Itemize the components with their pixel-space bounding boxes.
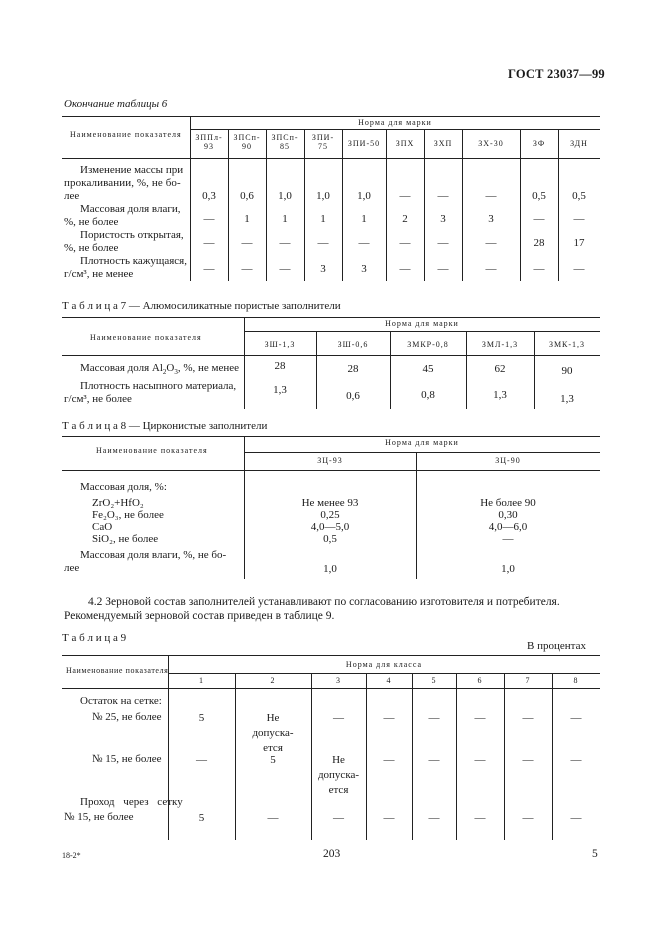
- table6-col-zpi50: ЗПИ-50: [347, 139, 381, 148]
- table6-cell: —: [437, 237, 449, 249]
- table8-comp-cao: CaO: [92, 521, 113, 533]
- table7-r2-c3: 0,8: [421, 389, 435, 401]
- table9-cell: —: [333, 712, 344, 724]
- footer-right: 5: [592, 848, 598, 860]
- table9-param-header: Наименование показателя: [66, 666, 169, 675]
- table9-cell: Не допуска- ется: [317, 754, 360, 796]
- table7-r2-c4: 1,3: [493, 389, 507, 401]
- table7-col-2: ЗШ-0,6: [337, 340, 369, 349]
- table9-cell: —: [474, 812, 486, 824]
- table9-cell: 5: [198, 812, 205, 824]
- table6-col-zpx: ЗПХ: [395, 139, 415, 148]
- table9-cell: —: [383, 754, 395, 766]
- table6-cell: —: [241, 263, 253, 275]
- table7-r1-c1: 28: [274, 360, 286, 372]
- table9-cell: 5: [198, 712, 205, 724]
- table6-cell: 1: [320, 213, 326, 225]
- table6-col-zpsp90: ЗПСп- 90: [233, 133, 261, 151]
- table6-cell: 28: [533, 237, 545, 249]
- table8-c2-sio2: —: [502, 533, 514, 545]
- table9-cell: —: [267, 812, 279, 824]
- table6-cell: —: [437, 263, 449, 275]
- table8-col-2: ЗЦ-90: [495, 456, 521, 465]
- table6-cell: 1: [282, 213, 288, 225]
- table9-cell: —: [196, 754, 207, 766]
- table7-param-header: Наименование показателя: [90, 333, 202, 342]
- table8-param-header: Наименование показателя: [96, 446, 208, 455]
- table6-cell: 3: [488, 213, 494, 225]
- table6-cell: —: [358, 237, 370, 249]
- table8-moisture-name-2: лее: [64, 562, 80, 574]
- table9-cell: —: [474, 712, 486, 724]
- table6-cell: —: [533, 263, 545, 275]
- table9-col-header: 7: [525, 676, 531, 685]
- table6-cell: 17: [573, 237, 585, 249]
- table7-col-1: ЗШ-1,3: [264, 340, 296, 349]
- table6-cell: 3: [440, 213, 446, 225]
- table6-cell: —: [399, 190, 411, 202]
- table6-cell: —: [399, 237, 411, 249]
- table6-param-header: Наименование показателя: [70, 130, 182, 139]
- table6-cell: —: [485, 263, 497, 275]
- table8-mass-label: Массовая доля, %:: [80, 481, 167, 493]
- table9-col-header: 6: [477, 676, 483, 685]
- table8-c1-sio2: 0,5: [323, 533, 337, 545]
- table6-cell: —: [279, 237, 291, 249]
- table8-c2-cao: 4,0—6,0: [488, 521, 528, 533]
- table7-r1-c3: 45: [422, 363, 434, 375]
- table6-cell: —: [573, 263, 585, 275]
- table6-cell: —: [485, 190, 497, 202]
- table9-cell: —: [522, 712, 534, 724]
- table6-cell: —: [533, 213, 545, 225]
- table6-cell: —: [573, 213, 585, 225]
- table7-row1-name: Массовая доля $Al_2O_3$, %, не менее: [80, 362, 240, 377]
- table7-r2-c2: 0,6: [346, 390, 360, 402]
- table6-cell: 1,0: [316, 190, 330, 202]
- footer-left: 18-2*: [62, 851, 81, 860]
- table6-cell: 0,5: [532, 190, 546, 202]
- table9-row15-name: № 15, не более: [92, 753, 162, 765]
- table9-col-header: 8: [573, 676, 579, 685]
- table6-row1-name-1: Изменение массы при: [80, 164, 184, 176]
- table6-row1-name-2: прокаливании, %, не бо-: [64, 177, 181, 189]
- table9-group-header: Норма для класса: [345, 660, 423, 669]
- table6-col-zpsp85: ЗПСп- 85: [271, 133, 299, 151]
- table9-cell: —: [428, 712, 440, 724]
- table6-col-zf: ЗФ: [532, 139, 546, 148]
- table6-group-header: Норма для марки: [358, 118, 432, 127]
- table6-cell: —: [203, 263, 215, 275]
- table6-cell: —: [437, 190, 449, 202]
- table8-moisture-name-1: Массовая доля влаги, %, не бо-: [80, 549, 227, 561]
- table6-cell: 3: [320, 263, 326, 275]
- table9-cell: —: [383, 812, 395, 824]
- table9-residue-label: Остаток на сетке:: [80, 695, 162, 707]
- table8-col-1: ЗЦ-93: [317, 456, 343, 465]
- table6-row2-name-2: %, не более: [64, 216, 119, 228]
- table8-comp-fe2o3: Fe₂O₃, не более: [92, 509, 164, 521]
- table8-c2-moisture: 1,0: [501, 563, 515, 575]
- table9-cell: —: [570, 712, 582, 724]
- table7-col-4: ЗМЛ-1,3: [481, 340, 519, 349]
- table7-group-header: Норма для марки: [385, 319, 459, 328]
- standard-number: ГОСТ 23037—99: [508, 67, 605, 81]
- table6-cell: 1,0: [278, 190, 292, 202]
- table9-pass-name-1: Проход через сетку: [80, 796, 183, 808]
- table9-cell: —: [383, 712, 395, 724]
- table8-comp-zro2: ZrO₂+HfO₂: [92, 497, 144, 509]
- table9-cell: —: [522, 754, 534, 766]
- table6-col-zxp: ЗХП: [433, 139, 453, 148]
- table6-cell: 0,5: [572, 190, 586, 202]
- table6-row3-name-1: Пористость открытая,: [80, 229, 184, 241]
- table6-col-zpi75: ЗПИ- 75: [311, 133, 335, 151]
- table7-col-5: ЗМК-1,3: [548, 340, 586, 349]
- page-number: 203: [323, 848, 341, 860]
- table9-col-header: 1: [199, 676, 204, 685]
- table9-col-header: 2: [270, 676, 276, 685]
- table8-c1-moisture: 1,0: [323, 563, 337, 575]
- table8-c1-cao: 4,0—5,0: [310, 521, 350, 533]
- table9-cell: —: [428, 754, 440, 766]
- table6-col-zdn: ЗДН: [570, 139, 588, 148]
- table9-col-header: 4: [386, 676, 392, 685]
- table6-cell: 0,6: [240, 190, 254, 202]
- table6-cell: 1: [361, 213, 367, 225]
- table7-r2-c1: 1,3: [273, 384, 287, 396]
- table9-col-header: 3: [336, 676, 341, 685]
- table6-row3-name-2: %, не более: [64, 242, 119, 254]
- table8-comp-sio2: SiO₂, не более: [92, 533, 159, 545]
- table7-r1-c2: 28: [347, 363, 359, 375]
- table9-cell: —: [570, 754, 582, 766]
- table6-row2-name-1: Массовая доля влаги,: [80, 203, 181, 215]
- table7-col-3: ЗМКР-0,8: [407, 340, 449, 349]
- paragraph-line-2: Рекомендуемый зерновой состав приведен в таблице 9.: [64, 610, 335, 622]
- table9-col-header: 5: [431, 676, 437, 685]
- table8-caption: Т а б л и ц а 8 — Цирконистые заполнители: [62, 420, 268, 432]
- table6-cell: —: [317, 237, 329, 249]
- table9-cell: —: [428, 812, 440, 824]
- table6-row1-name-3: лее: [64, 190, 80, 202]
- table6-cell: —: [399, 263, 411, 275]
- table9-cell: —: [522, 812, 534, 824]
- table7-caption: Т а б л и ц а 7 — Алюмосиликатные пористые заполнители: [62, 300, 341, 312]
- table6-cell: 2: [402, 213, 408, 225]
- table6-cell: —: [279, 263, 291, 275]
- table6-caption: Окончание таблицы 6: [64, 98, 168, 110]
- table6-cell: —: [485, 237, 497, 249]
- table6-cell: 3: [361, 263, 367, 275]
- table9-caption: Т а б л и ц а 9: [62, 632, 127, 644]
- table9-cell: 5: [270, 754, 276, 766]
- table7-r1-c5: 90: [561, 365, 573, 377]
- table7-row2-name-2: г/см³, не более: [64, 393, 132, 405]
- table6-cell: —: [203, 237, 215, 249]
- table6-col-zx30: ЗХ-30: [478, 139, 504, 148]
- table7-row2-name-1: Плотность насыпного материала,: [80, 380, 237, 392]
- table6-cell: —: [203, 213, 215, 225]
- table9-cell: —: [333, 812, 344, 824]
- table6-row4-name-1: Плотность кажущаяся,: [80, 255, 187, 267]
- table8-c1-fe2o3: 0,25: [320, 509, 340, 521]
- table6-cell: 1,0: [357, 190, 371, 202]
- table6-cell: —: [241, 237, 253, 249]
- paragraph-line-1: 4.2 Зерновой состав заполнителей устанавливают по согласованию изготовителя и потребителя.: [88, 596, 560, 608]
- table8-group-header: Норма для марки: [385, 438, 459, 447]
- table7-r1-c4: 62: [494, 363, 506, 375]
- table9-row25-name: № 25, не более: [92, 711, 162, 723]
- table7-r2-c5: 1,3: [560, 393, 574, 405]
- table6-cell: 0,3: [202, 190, 216, 202]
- table8-c2-zro2: Не более 90: [480, 497, 536, 509]
- table9-unit-note: В процентах: [527, 640, 586, 652]
- table6-row4-name-2: г/см³, не менее: [64, 268, 134, 280]
- table6-cell: 1: [244, 213, 250, 225]
- table6-col-zppl93: ЗППл- 93: [195, 133, 223, 151]
- table9-pass-name-2: № 15, не более: [64, 811, 134, 823]
- table8-c2-fe2o3: 0,30: [498, 509, 518, 521]
- table9-cell: Не допуска- ется: [252, 712, 294, 754]
- table9-cell: —: [474, 754, 486, 766]
- table8-c1-zro2: Не менее 93: [301, 497, 359, 509]
- table9-cell: —: [570, 812, 582, 824]
